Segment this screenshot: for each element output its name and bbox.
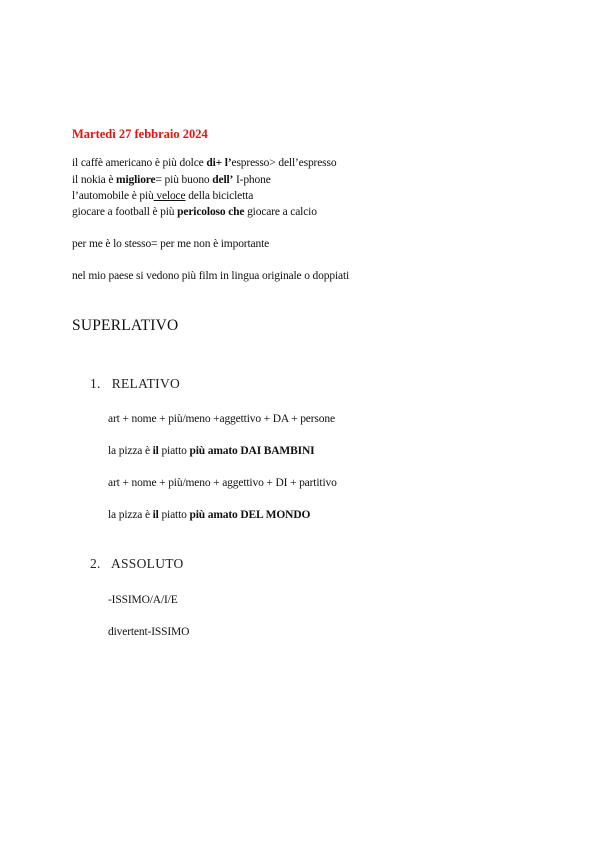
text-span: il caffè americano è più dolce: [72, 157, 207, 169]
formula-line: art + nome + più/meno + aggettivo + DI + partitivo: [108, 477, 337, 489]
note-line: per me è lo stesso= per me non è importante: [72, 238, 270, 250]
example-line: [108, 445, 314, 457]
bold-span: il: [152, 445, 159, 457]
bold-span: di+ l’: [206, 157, 232, 169]
subsection-heading: [90, 556, 184, 572]
subsection-heading: [90, 376, 180, 392]
bold-span: pericoloso che: [177, 206, 245, 218]
bold-span: migliore: [116, 174, 156, 186]
text-span: il nokia è: [72, 174, 117, 186]
note-line: nel mio paese si vedono più film in lingua originale o doppiati: [72, 270, 350, 282]
text-span: = più buono: [155, 174, 213, 186]
comparison-line: [72, 206, 317, 218]
list-number: 1.: [90, 376, 101, 391]
subsection-title: ASSOLUTO: [110, 556, 184, 571]
example-line: divertent-ISSIMO: [108, 626, 190, 638]
date-heading: Martedì 27 febbraio 2024: [72, 127, 208, 141]
example-line: [108, 509, 310, 521]
section-heading: SUPERLATIVO: [72, 317, 179, 334]
suffix-line: -ISSIMO/A/I/E: [108, 594, 178, 606]
text-span: della bicicletta: [185, 190, 254, 202]
bold-span: più amato DAI BAMBINI: [189, 445, 315, 457]
comparison-line: [72, 174, 271, 186]
text-span: giocare a calcio: [244, 206, 317, 218]
text-span: I-phone: [233, 174, 271, 186]
underlined-span: veloce: [153, 190, 186, 202]
bold-span: il: [152, 509, 159, 521]
comparison-line: [72, 157, 336, 169]
list-number: 2.: [90, 556, 101, 571]
bold-span: più amato DEL MONDO: [189, 509, 311, 521]
text-span: la pizza è: [108, 509, 153, 521]
text-span: piatto: [158, 445, 190, 457]
text-span: piatto: [158, 509, 190, 521]
comparison-line: [72, 190, 253, 202]
subsection-title: RELATIVO: [111, 376, 181, 391]
text-span: l’automobile è più: [72, 190, 154, 202]
formula-line: art + nome + più/meno +aggettivo + DA + persone: [108, 413, 335, 425]
bold-span: dell’: [212, 174, 234, 186]
text-span: giocare a football è più: [72, 206, 178, 218]
text-span: la pizza è: [108, 445, 153, 457]
text-span: espresso> dell’espresso: [231, 157, 337, 169]
